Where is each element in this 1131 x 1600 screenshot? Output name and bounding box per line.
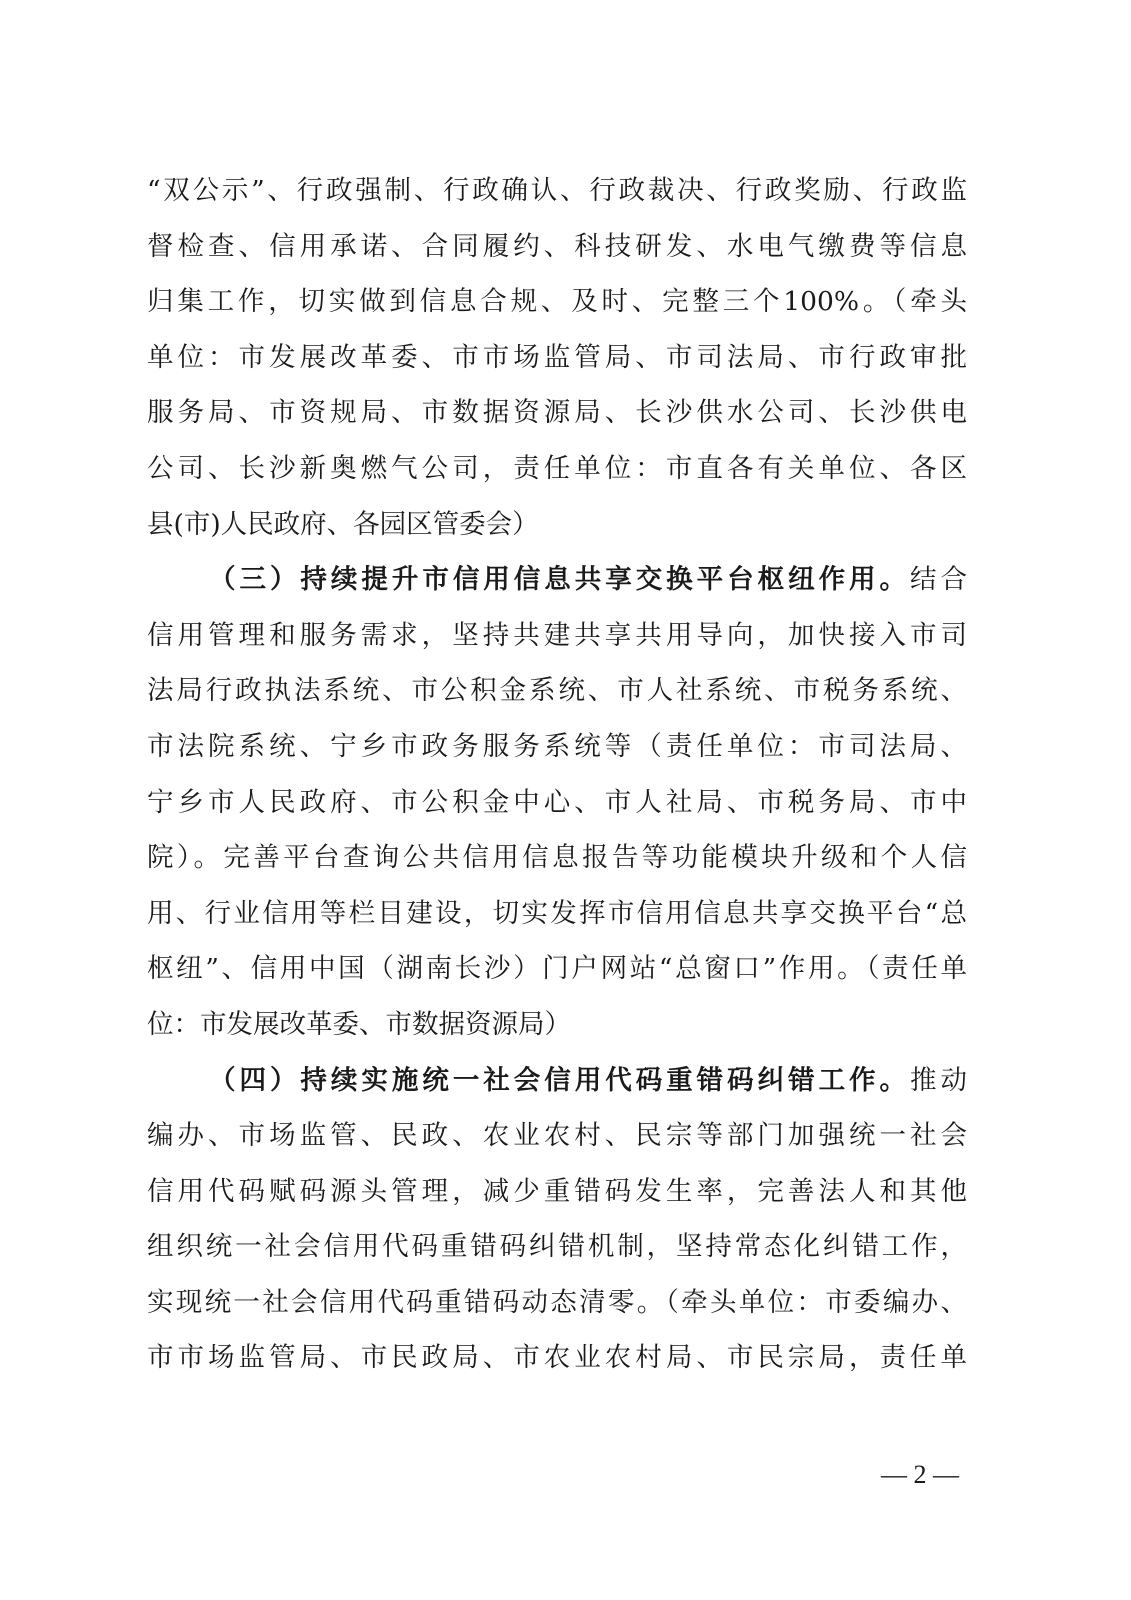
- paragraph-text: 公司、长沙新奥燃气公司，责任单位：市直各有关单位、各区: [147, 452, 967, 484]
- text-line: [147, 163, 967, 219]
- paragraph-text: 位：市发展改革委、市数据资源局）: [147, 1008, 571, 1040]
- paragraph-text: 市市场监管局、市民政局、市农业农村局、市民宗局，责任单: [147, 1342, 967, 1374]
- text-line: [147, 497, 967, 553]
- text-line: [147, 1330, 967, 1386]
- section-heading: （四）持续实施统一社会信用代码重错码纠错工作。: [209, 1064, 911, 1096]
- body-text: [147, 163, 967, 1386]
- text-line: [147, 775, 967, 831]
- text-line: [147, 1108, 967, 1164]
- section-heading-line: [147, 552, 967, 608]
- paragraph-text: 督检查、信用承诺、合同履约、科技研发、水电气缴费等信息: [147, 230, 967, 262]
- paragraph-text: 信用管理和服务需求，坚持共建共享共用导向，加快接入市司: [147, 619, 967, 651]
- paragraph-text: 服务局、市资规局、市数据资源局、长沙供水公司、长沙供电: [147, 397, 967, 429]
- paragraph-text: 推动: [910, 1064, 967, 1096]
- text-line: [147, 330, 967, 386]
- paragraph-text: “双公示”、行政强制、行政确认、行政裁决、行政奖励、行政监: [147, 175, 967, 206]
- paragraph-text: 编办、市场监管、民政、农业农村、民宗等部门加强统一社会: [147, 1120, 967, 1152]
- paragraph-text: 市法院系统、宁乡市政务服务系统等（责任单位：市司法局、: [147, 730, 967, 762]
- text-line: [147, 219, 967, 275]
- text-line: [147, 663, 967, 719]
- paragraph-text: 结合: [910, 564, 967, 596]
- paragraph-text: 信用代码赋码源头管理，减少重错码发生率，完善法人和其他: [147, 1175, 967, 1207]
- paragraph-text: 县(市)人民政府、各园区管委会）: [147, 508, 539, 540]
- paragraph-text: 宁乡市人民政府、市公积金中心、市人社局、市税务局、市中: [147, 786, 967, 818]
- paragraph-text: 实现统一社会信用代码重错码动态清零。（牵头单位：市委编办、: [147, 1286, 967, 1318]
- paragraph-text: 用、行业信用等栏目建设，切实发挥市信用信息共享交换平台“总: [147, 897, 967, 929]
- text-line: [147, 274, 967, 330]
- paragraph-text: 单位：市发展改革委、市市场监管局、市司法局、市行政审批: [147, 341, 967, 373]
- paragraph-text: 枢纽”、信用中国（湖南长沙）门户网站“总窗口”作用。（责任单: [147, 953, 967, 985]
- text-line: [147, 608, 967, 664]
- text-line: [147, 997, 967, 1053]
- text-line: [147, 1275, 967, 1331]
- paragraph-text: 组织统一社会信用代码重错码纠错机制，坚持常态化纠错工作，: [147, 1231, 967, 1263]
- text-line: [147, 385, 967, 441]
- text-line: [147, 941, 967, 997]
- text-line: [147, 1219, 967, 1275]
- text-line: [147, 441, 967, 497]
- paragraph-text: 院）。完善平台查询公共信用信息报告等功能模块升级和个人信: [147, 842, 967, 874]
- text-line: [147, 1164, 967, 1220]
- text-line: [147, 719, 967, 775]
- text-line: [147, 886, 967, 942]
- text-line: [147, 830, 967, 886]
- page-number: — 2 —: [881, 1460, 959, 1489]
- paragraph-text: 法局行政执法系统、市公积金系统、市人社系统、市税务系统、: [147, 675, 967, 707]
- section-heading: （三）持续提升市信用信息共享交换平台枢纽作用。: [209, 564, 911, 596]
- section-heading-line: [147, 1053, 967, 1109]
- paragraph-text: 归集工作，切实做到信息合规、及时、完整三个100%。（牵头: [147, 286, 967, 318]
